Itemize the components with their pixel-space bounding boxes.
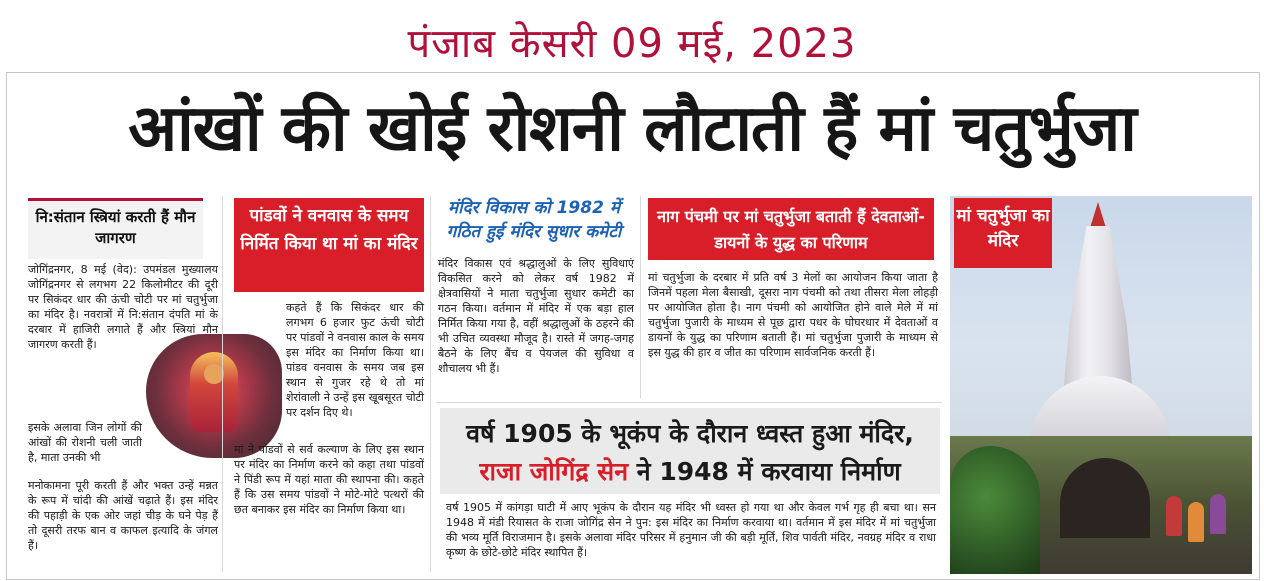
- section2-body: कहते हैं कि सिकंदर धार की लगभग 6 हजार फुट ऊंची चोटी पर पांडवों ने वनवास काल के समय इस मंदिर का निर्माण किया था। पांडव वनवास के समय जब इस स्थान से गुजर रहे थे तो मां शेरांवाली ने उन्हें इस खूबसूरत चोटी पर दर्शन दिए थे।: [286, 301, 424, 419]
- deity-photo: [146, 334, 282, 458]
- deity-face: [204, 364, 224, 384]
- section2-title: पांडवों ने वनवास के समय निर्मित किया था मां का मंदिर: [234, 198, 424, 292]
- section1-body-bottom: मनोकामना पूरी करती हैं और भक्त उन्हें मन्नत के रूप में चांदी की आंखें चढ़ाते हैं। इस मंदिर की पहाड़ी के एक ओर जहां चीड़ के घने पेड़ हैं तो दूसरी तरफ बान व काफल इत्यादि के जंगल हैं।: [28, 479, 218, 552]
- section4-body: मां चतुर्भुजा के दरबार में प्रति वर्ष 3 मेलों का आयोजन किया जाता है जिनमें पहला मेला बैसाखी, दूसरा नाग पंचमी को तथा तीसरा मेला लोहड़ी पर आयोजित होता है। नाग पंचमी को आयोजित होने वाले मेले में मां चतुर्भुजा पुजारी के माध्यम से पूछ द्वारा पधर के घोघरधार में देवताओं व डायनों के युद्ध का परिणाम बताती हैं। मां चतुर्भुजा पुजारी के माध्यम से इस युद्ध की हार व जीत का परिणाम सार्वजनिक करती हैं।: [648, 271, 938, 359]
- row-divider: [436, 402, 942, 403]
- masthead-text: पंजाब केसरी 09 मई, 2023: [407, 21, 857, 67]
- section3-title: मंदिर विकास को 1982 में गठित हुई मंदिर सुधार कमेटी: [446, 198, 622, 242]
- section5-title-highlight: राजा जोगिंद्र सेन: [479, 457, 629, 486]
- section5-title-rest: ने 1948 में करवाया निर्माण: [628, 457, 901, 486]
- temple-flag: [1090, 202, 1106, 228]
- temple-entrance: [1060, 458, 1150, 538]
- devotee: [1166, 496, 1182, 536]
- section5-title-line1: वर्ष 1905 के भूकंप के दौरान ध्वस्त हुआ मंदिर,: [466, 419, 914, 448]
- temple-tree: [950, 446, 1040, 574]
- section1-body-top: जोगिंद्रनगर, 8 मई (वेद): उपमंडल मुख्यालय जोगिंद्रनगर से लगभग 22 किलोमीटर की दूरी पर सिकंदर धार की ऊंची चोटी पर मां चतुर्भुजा का मंदिर है। नवरात्रों में नि:संतान दंपति मां के दरबार में हाजिरी लगाते हैं और स्त्रियां मौन जागरण करती हैं।: [28, 263, 218, 351]
- section1-body-mid: इसके अलावा जिन लोगों की आंखों की रोशनी चली जाती है, माता उनकी भी: [28, 421, 142, 464]
- section3-body: मंदिर विकास एवं श्रद्धालुओं के लिए सुविधाएं विकसित करने को लेकर वर्ष 1982 में क्षेत्रवासियों ने माता चतुर्भुजा सुधार कमेटी का गठन किया। वर्तमान में मंदिर में एक बड़ा हाल निर्मित किया गया है, वहीं श्रद्धालुओं के ठहरने की भी उचित व्यवस्था मौजूद है। रास्ते में जगह-जगह बैठने के लिए बैंच व पेयजल की सुविधा व शौचालय भी हैं।: [438, 257, 634, 375]
- masthead: [0, 0, 1264, 70]
- section4-title: नाग पंचमी पर मां चतुर्भुजा बताती हैं देवताओं-डायनों के युद्ध का परिणाम: [648, 198, 934, 260]
- column-divider: [430, 196, 431, 572]
- section2-body2: मां ने पांडवों से सर्व कल्याण के लिए इस स्थान पर मंदिर का निर्माण करने को कहा तथा पांडवों ने पिंडी रूप में यहां माता की स्थापना की। कहते हैं कि उस समय पांडवों ने मोटे-मोटे पत्थरों की छत बनाकर इस मंदिर का निर्माण किया था।: [234, 443, 424, 516]
- photo-caption: मां चतुर्भुजा का मंदिर: [954, 198, 1052, 268]
- section5-title-line2: [440, 454, 940, 488]
- section5-body: वर्ष 1905 में कांगड़ा घाटी में आए भूकंप के दौरान यह मंदिर भी ध्वस्त हो गया था और केवल गर्भ गृह ही बचा था। सन 1948 में मंडी रियासत के राजा जोगिंद्र सेन ने पुन: इस मंदिर का निर्माण करवाया था। वर्तमान में इस मंदिर में मां चतुर्भुजा की भव्य मूर्ति विराजमान है। इसके अलावा मंदिर परिसर में हनुमान जी की बड़ी मूर्ति, शिव पार्वती मंदिर, नवग्रह मंदिर व राधा कृष्ण के छोटे-छोटे मंदिर स्थापित हैं।: [446, 501, 936, 559]
- page-title: आंखों की खोई रोशनी लौटाती हैं मां चतुर्भुजा: [128, 92, 1136, 166]
- devotee: [1210, 494, 1226, 534]
- column-divider: [222, 196, 223, 572]
- devotee: [1188, 502, 1204, 542]
- column-divider: [640, 196, 641, 398]
- section1-title: नि:संतान स्त्रियां करती हैं मौन जागरण: [28, 198, 203, 259]
